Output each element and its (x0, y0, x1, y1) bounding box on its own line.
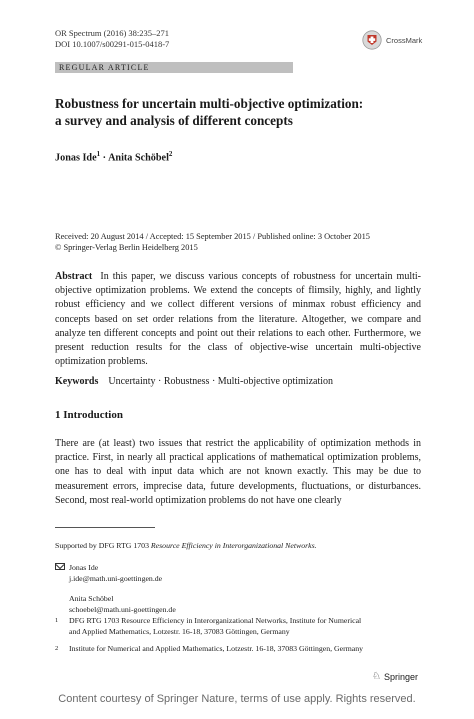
affiliation-number: 1 (55, 617, 59, 624)
introduction-paragraph: There are (at least) two issues that restrict the applicability of optimization methods in practice. First, in nearly all practical applications of mathematical optimization problems, one has to deal with input data which are not known exactly. This may be due to measurement errors, imprecise data, future developments, fluctuations, or disturbances. Second, most real-world optimization problems do not have one clearly (55, 438, 421, 506)
abstract (55, 270, 421, 369)
contact-name: Anita Schöbel (69, 594, 114, 603)
courtesy-notice: Content courtesy of Springer Nature, terms of use apply. Rights reserved. (58, 693, 416, 705)
abstract-label: Abstract (55, 271, 93, 282)
title-line-2: a survey and analysis of different concepts (55, 113, 293, 128)
contact-email[interactable]: schoebel@math.uni-goettingen.de (69, 605, 176, 614)
publication-history (55, 231, 370, 253)
crossmark-label: CrossMark (386, 35, 423, 45)
publisher-name: Springer (383, 671, 418, 682)
journal-info (55, 28, 169, 49)
copyright: © Springer-Verlag Berlin Heidelberg 2015 (55, 243, 198, 252)
funding-note (55, 541, 317, 550)
keywords-text: Uncertainty · Robustness · Multi-objective optimization (108, 376, 334, 387)
affiliation-line: DFG RTG 1703 Resource Efficiency in Interorganizational Networks, Institute for Numerical (69, 616, 362, 625)
keywords-label: Keywords (55, 376, 99, 387)
abstract-text: In this paper, we discuss various concepts of robustness for uncertain multi-objective optimization problems. We extend the concepts of flimsily, highly, and lightly robust efficiency and we collect different versions of minmax robust efficiency and concepts based on set order relations from the literature. Altogether, we compare and analyze ten different concepts and point out their relations to each other. Furthermore, we present reduction results for the class of objective-wise uncertain multi-objective optimization problems. (55, 271, 422, 368)
affiliation-2 (55, 644, 425, 655)
publisher-logo (372, 671, 418, 682)
contact-email[interactable]: j.ide@math.uni-goettingen.de (69, 574, 163, 583)
author-list (55, 150, 172, 163)
footnote-divider (55, 527, 155, 528)
envelope-icon (55, 563, 65, 570)
paper-title (55, 95, 425, 129)
author-separator: · (100, 152, 109, 164)
crossmark-badge[interactable] (362, 30, 422, 50)
affiliation-1 (55, 616, 425, 637)
title-line-1: Robustness for uncertain multi-objective optimization: (55, 96, 364, 111)
crossmark-icon (362, 30, 382, 50)
article-type-banner: REGULAR ARTICLE (55, 62, 293, 73)
contact-name: Jonas Ide (69, 563, 99, 572)
contact-block (55, 562, 176, 615)
funding-prefix: Supported by DFG RTG 1703 (55, 541, 151, 550)
received-dates: Received: 20 August 2014 / Accepted: 15 September 2015 / Published online: 3 October 2015 (55, 232, 370, 241)
funding-program: Resource Efficiency in Interorganizational Networks. (150, 541, 317, 550)
doi[interactable]: DOI 10.1007/s00291-015-0418-7 (55, 38, 170, 49)
keywords (55, 376, 333, 387)
section-heading: 1 Introduction (55, 409, 123, 421)
journal-citation: OR Spectrum (2016) 38:235–271 (55, 28, 170, 38)
author-affiliation-mark: 2 (168, 150, 173, 158)
author-name[interactable]: Jonas Ide (55, 152, 97, 164)
springer-horse-icon: ♘ (372, 671, 381, 682)
affiliation-line: and Applied Mathematics, Lotzestr. 16-18, 37083 Göttingen, Germany (69, 626, 290, 636)
affiliation-line: Institute for Numerical and Applied Mathematics, Lotzestr. 16-18, 37083 Göttingen, Germany (69, 644, 364, 653)
author-affiliation-mark: 1 (96, 150, 101, 158)
affiliation-number: 2 (55, 645, 59, 652)
author-name[interactable]: Anita Schöbel (108, 152, 169, 164)
